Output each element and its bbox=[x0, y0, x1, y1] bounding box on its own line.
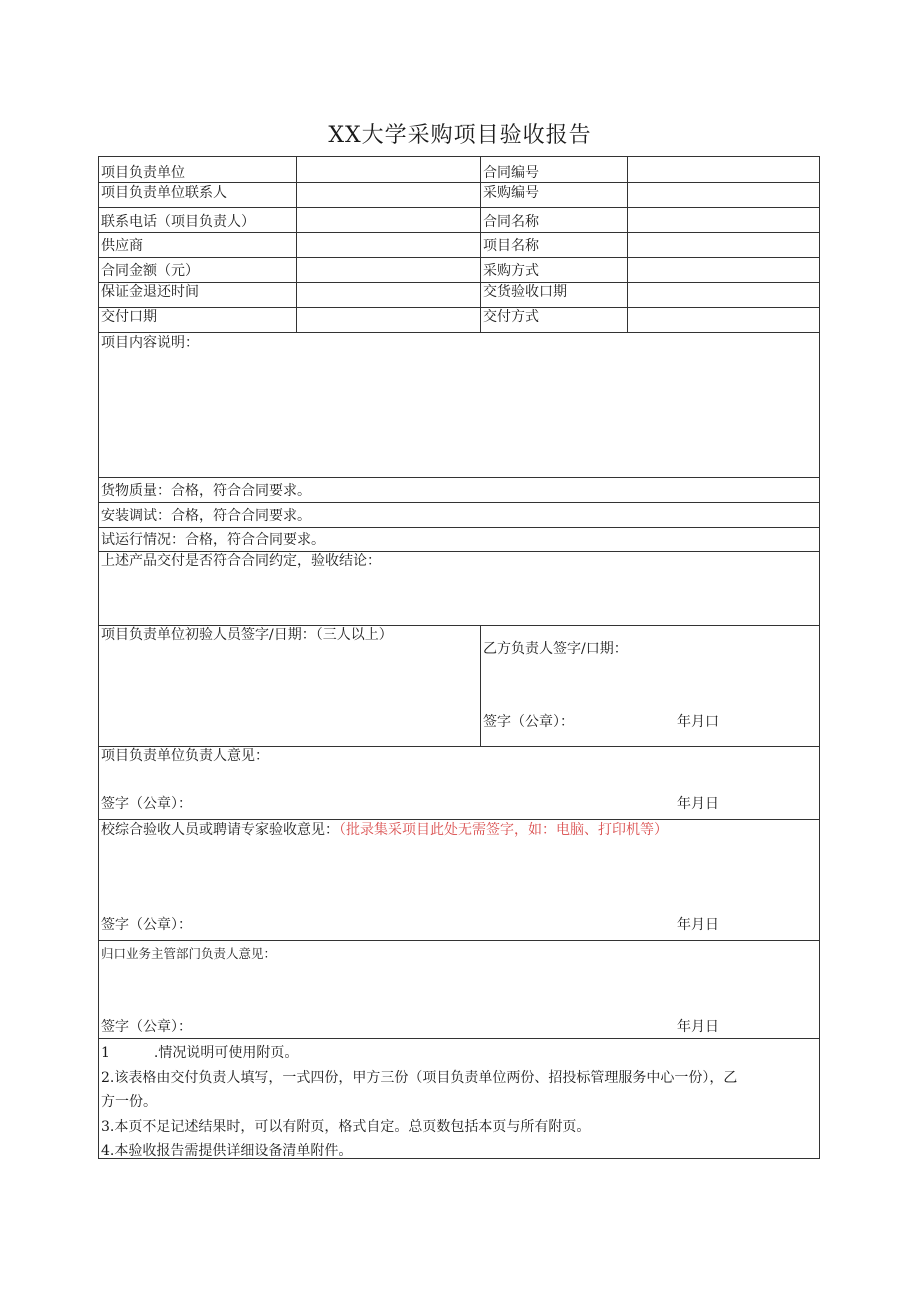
dept-head-sign-seal: 签字（公章）： bbox=[101, 1019, 192, 1035]
acceptance-conclusion-field[interactable] bbox=[101, 573, 817, 621]
row-divider bbox=[99, 207, 819, 208]
label-procurement-number: 采购编号 bbox=[483, 185, 539, 201]
row-divider bbox=[99, 502, 819, 503]
row-divider bbox=[99, 819, 819, 820]
label-procurement-method: 采购方式 bbox=[483, 263, 539, 279]
row-divider bbox=[99, 1038, 819, 1039]
label-delivery-method: 交付方式 bbox=[483, 309, 539, 325]
row-divider bbox=[99, 477, 819, 478]
label-contact-phone: 联系电话（项目负责人） bbox=[101, 214, 255, 230]
trial-operation: 试运行情况：合格，符合合同要求。 bbox=[101, 532, 325, 548]
party-b-sign-seal: 签字（公章）： bbox=[483, 714, 574, 730]
row-divider bbox=[99, 307, 819, 308]
note-3: 3.本页不足记述结果时，可以有附页，格式自定。总页数包括本页与所有附页。 bbox=[101, 1119, 591, 1135]
row-divider bbox=[99, 282, 819, 283]
party-b-date: 年月口 bbox=[677, 714, 719, 730]
label-contract-name: 合同名称 bbox=[483, 214, 539, 230]
project-content-field[interactable] bbox=[101, 355, 817, 473]
row-divider bbox=[99, 940, 819, 941]
expert-opinion-title: 校综合验收人员或聘请专家验收意见： bbox=[101, 822, 339, 838]
expert-opinion-label bbox=[101, 821, 668, 839]
unit-head-sign-seal: 签字（公章）： bbox=[101, 796, 192, 812]
report-table bbox=[98, 156, 820, 1159]
dept-head-opinion-label: 归口业务主管部门负责人意见： bbox=[101, 946, 277, 961]
expert-opinion-note: （批录集采项目此处无需签字，如：电脑、打印机等） bbox=[339, 822, 668, 838]
acceptance-conclusion-label: 上述产品交付是否符合合同约定，验收结论： bbox=[101, 553, 381, 569]
row-divider bbox=[99, 332, 819, 333]
label-project-unit: 项目负责单位 bbox=[101, 165, 185, 181]
initial-inspectors-label: 项目负责单位初验人员签字/日期：（三人以上） bbox=[101, 627, 393, 643]
row-divider bbox=[99, 182, 819, 183]
label-deposit-return-time: 保证金退还时间 bbox=[101, 284, 199, 300]
label-project-name: 项目名称 bbox=[483, 238, 539, 254]
note-1 bbox=[101, 1044, 298, 1062]
installation-debugging: 安装调试：合格，符合合同要求。 bbox=[101, 508, 311, 524]
col-divider bbox=[296, 157, 297, 332]
label-delivery-acceptance-date: 交货验收口期 bbox=[483, 284, 567, 300]
note-2-line-1: 2.该表格由交付负责人填写，一式四份，甲方三份（项目负责单位两份、招投标管理服务中心一份），乙 bbox=[101, 1070, 738, 1086]
label-delivery-date: 交付口期 bbox=[101, 309, 157, 325]
party-b-sign-label: 乙方负责人签字/口期： bbox=[483, 641, 628, 657]
row-divider bbox=[99, 527, 819, 528]
col-divider bbox=[480, 625, 481, 746]
label-supplier: 供应商 bbox=[101, 238, 143, 254]
dept-head-date: 年月日 bbox=[677, 1019, 719, 1035]
expert-sign-seal: 签字（公章）： bbox=[101, 917, 192, 933]
note-4: 4.本验收报告需提供详细设备清单附件。 bbox=[101, 1143, 353, 1159]
label-contract-number: 合同编号 bbox=[483, 165, 539, 181]
initial-inspectors-field[interactable] bbox=[101, 647, 475, 742]
col-divider bbox=[480, 157, 481, 332]
label-unit-contact: 项目负责单位联系人 bbox=[101, 185, 227, 201]
row-divider bbox=[99, 232, 819, 233]
label-contract-amount: 合同金额（元） bbox=[101, 263, 199, 279]
expert-date: 年月日 bbox=[677, 917, 719, 933]
unit-head-opinion-label: 项目负责单位负责人意见： bbox=[101, 748, 269, 764]
page-title: XX大学采购项目验收报告 bbox=[328, 123, 592, 148]
col-divider bbox=[627, 157, 628, 332]
note-1-number: 1 bbox=[101, 1045, 110, 1061]
row-divider bbox=[99, 257, 819, 258]
unit-head-date: 年月日 bbox=[677, 796, 719, 812]
goods-quality: 货物质量：合格，符合合同要求。 bbox=[101, 483, 311, 499]
note-1-text: .情况说明可使用附页。 bbox=[153, 1045, 299, 1061]
note-2-line-2: 方一份。 bbox=[101, 1094, 157, 1110]
project-content-label: 项目内容说明： bbox=[101, 335, 199, 351]
